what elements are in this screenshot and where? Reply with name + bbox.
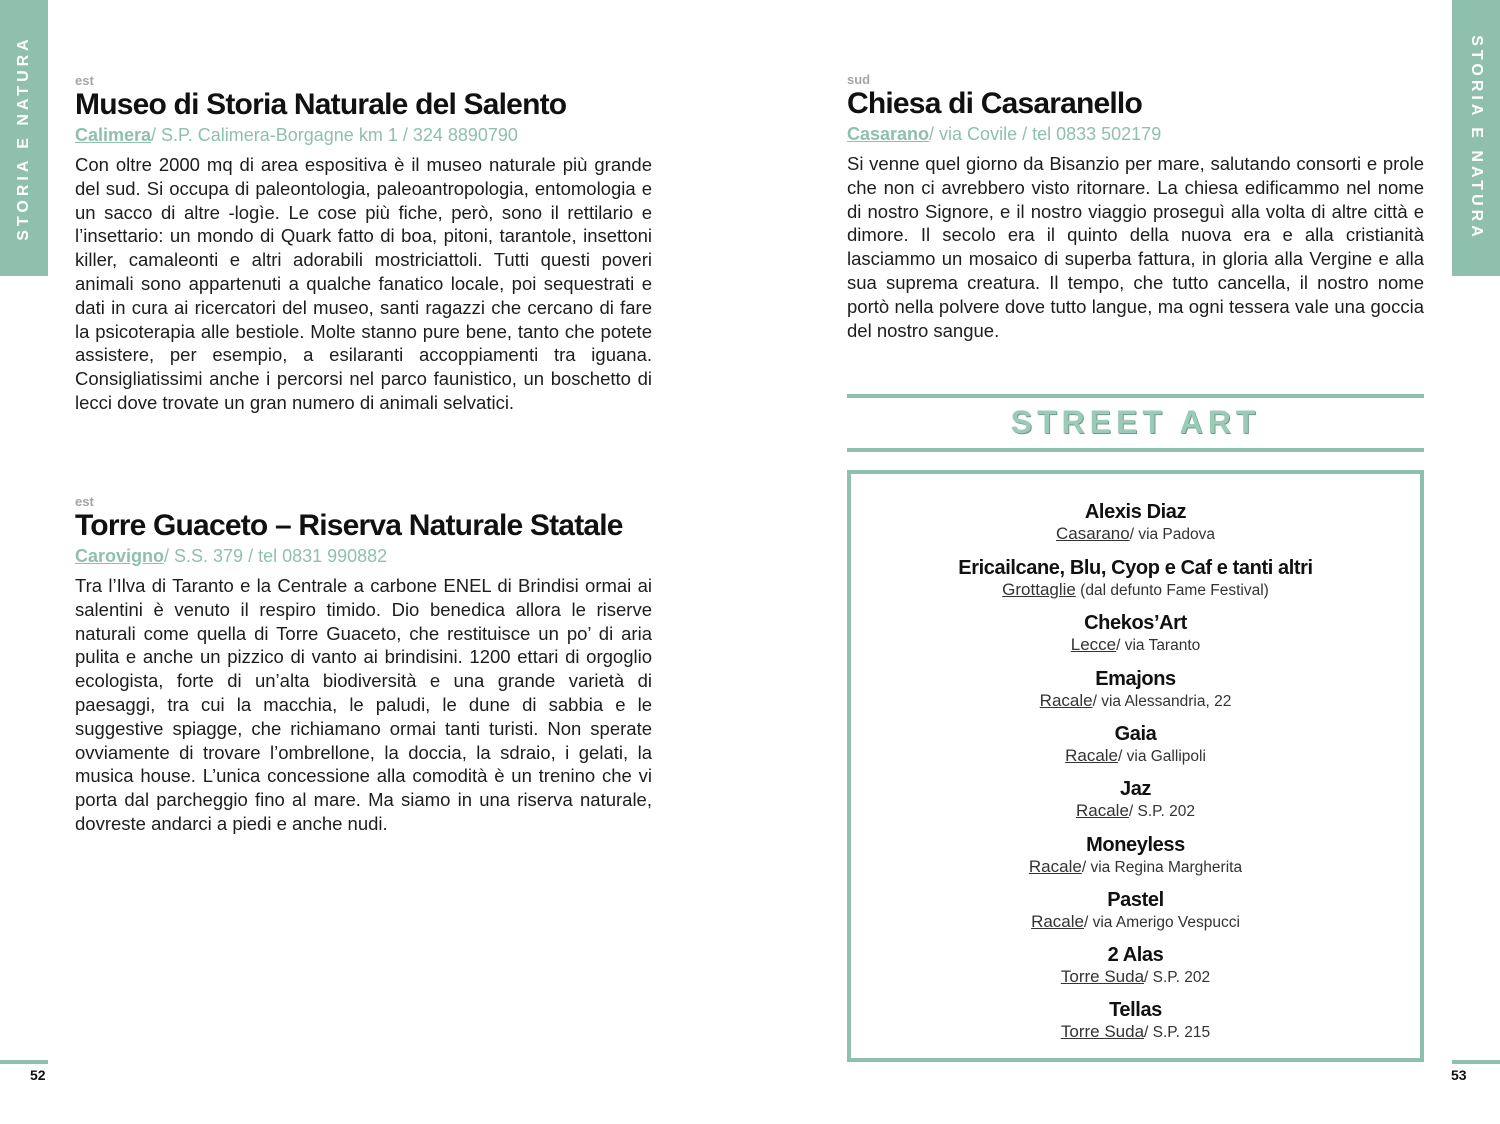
page-number-left: 52 — [30, 1067, 46, 1083]
artist-name: Ericailcane, Blu, Cyop e Caf e tanti altri — [958, 557, 1313, 579]
town-link[interactable]: Racale — [1076, 801, 1129, 820]
address-detail: / S.P. Calimera-Borgagne km 1 / 324 8890790 — [151, 125, 518, 145]
entry-body: Si venne quel giorno da Bisanzio per mare, salutando consorti e prole che non ci avrebbero visto ritornare. La chiesa edificammo nel nome di nostro Signore, e il nostro viaggio proseguì alla volta di altre città e dimore. Il secolo era il quinto della nuova era e alla cristianità lasciammo un mosaico di superba fattura, in gloria alla Vergine e alla sua suprema creatura. Il tempo, che tutto cancella, il nostro nome portò nella polvere dove tutto langue, ma ogni tessera vale una goccia del nostro sangue. — [847, 153, 1424, 341]
town-link[interactable]: Calimera — [75, 125, 152, 145]
entry-title: Torre Guaceto – Riserva Naturale Statale — [75, 509, 623, 542]
location-detail: / via Gallipoli — [1118, 748, 1206, 765]
town-link[interactable]: Grottaglie — [1002, 580, 1076, 599]
entry-museo — [75, 74, 652, 415]
town-link[interactable]: Racale — [1031, 912, 1084, 931]
address-detail: / via Covile / tel 0833 502179 — [929, 124, 1162, 144]
artist-name: Emajons — [1095, 668, 1176, 690]
location-detail: / via Padova — [1129, 526, 1216, 543]
artist-location — [851, 691, 1420, 711]
entry-address — [75, 123, 652, 147]
entry-casaranello — [847, 73, 1424, 342]
entry-torre-guaceto — [75, 495, 652, 836]
location-detail: / via Amerigo Vespucci — [1083, 914, 1240, 931]
location-detail: / via Alessandria, 22 — [1092, 693, 1232, 710]
artist-location — [851, 857, 1420, 877]
town-link[interactable]: Torre Suda — [1060, 967, 1145, 986]
town-link[interactable]: Torre Suda — [1060, 1022, 1145, 1041]
town-link[interactable]: Casarano — [1055, 524, 1130, 543]
artist-name: Chekos’Art — [1084, 612, 1187, 634]
section-tab-left — [0, 0, 48, 276]
section-tab-label: STORIA E NATURA — [15, 35, 32, 241]
entry-title: Chiesa di Casaranello — [847, 87, 1142, 120]
artist-item — [851, 888, 1420, 932]
artist-location — [851, 967, 1420, 987]
artist-name: Gaia — [1114, 723, 1157, 745]
street-art-heading: STREET ART — [1010, 404, 1261, 440]
street-art-rule-bottom — [847, 448, 1424, 452]
section-tab-right — [1452, 0, 1500, 276]
entry-address — [847, 122, 1424, 146]
artist-location — [851, 912, 1420, 932]
artist-name: Jaz — [1119, 778, 1152, 800]
artist-item — [851, 998, 1420, 1042]
entry-address — [75, 544, 652, 568]
artist-location — [851, 801, 1420, 821]
address-detail: / S.S. 379 / tel 0831 990882 — [164, 546, 388, 566]
artist-item — [851, 777, 1420, 821]
section-tab-label: STORIA E NATURA — [1468, 35, 1485, 241]
footer-rule-right — [1452, 1060, 1500, 1064]
region-label: est — [75, 73, 94, 88]
artist-name: Moneyless — [1086, 834, 1185, 856]
artist-name: Tellas — [1109, 999, 1162, 1021]
town-link[interactable]: Carovigno — [75, 546, 165, 566]
town-link[interactable]: Racale — [1028, 857, 1082, 876]
artist-name: Alexis Diaz — [1084, 501, 1187, 523]
artist-location — [851, 1022, 1420, 1042]
region-label: sud — [847, 72, 871, 87]
location-detail: / S.P. 202 — [1144, 969, 1211, 986]
location-detail: / S.P. 215 — [1144, 1024, 1211, 1041]
page-number-right: 53 — [1451, 1067, 1467, 1083]
artist-name: Pastel — [1107, 889, 1164, 911]
artist-item — [851, 667, 1420, 711]
town-link[interactable]: Racale — [1065, 746, 1119, 765]
town-link[interactable]: Racale — [1039, 691, 1093, 710]
artist-item — [851, 611, 1420, 655]
artist-location — [851, 580, 1420, 600]
artist-location — [851, 635, 1420, 655]
artist-item — [851, 500, 1420, 544]
artist-name: 2 Alas — [1107, 944, 1164, 966]
location-detail: / via Taranto — [1116, 637, 1201, 654]
entry-body: Con oltre 2000 mq di area espositiva è il museo naturale più grande del sud. Si occupa di paleontologia, paleoantropologia, entomologia e un sacco di altre -logìe. Le cose più fiche, però, sono il rettilario e l’insettario: un mondo di Quark fatto di boa, pitoni, tarantole, insettoni killer, camaleonti e altri adorabili mostriciattoli. Tutti questi poveri animali sono appartenuti a qualche fanatico locale, poi sequestrati e dati in cura ai ricercatori del museo, santi ragazzi che cercano di fare la psicoterapia alle bestiole. Molte stanno pure bene, tanto che potete assistere, per esempio, a esilaranti accoppiamenti tra iguana. Consigliatissimi anche i percorsi nel parco faunistico, un boschetto di lecci dove trovate un gran numero di animali selvatici. — [75, 154, 652, 413]
region-label: est — [75, 494, 94, 509]
entry-title: Museo di Storia Naturale del Salento — [75, 88, 567, 121]
location-detail: / S.P. 202 — [1128, 803, 1195, 820]
artist-item — [851, 833, 1420, 877]
artist-location — [851, 746, 1420, 766]
street-art-rule-top — [847, 394, 1424, 398]
location-detail: / via Regina Margherita — [1081, 859, 1243, 876]
entry-body: Tra l’Ilva di Taranto e la Centrale a carbone ENEL di Brindisi ormai ai salentini è venuto il respiro timido. Dio benedica allora le riserve naturali come quella di Torre Guaceto, che restituisce un po’ di aria pulita e anche un pizzico di vanto ai brindisini. 1200 ettari di orgoglio ecologista, forte di un’alta biodiversità e una grande varietà di paesaggi, tra cui la macchia, le paludi, le dune di sabbia e le suggestive spiagge, che richiamano ormai tanti turisti. Non sperate ovviamente di trovare l’ombrellone, la doccia, la sdraio, i gelati, la musica house. L’unica concessione alla comodità è un trenino che vi porta dal parcheggio fino al mare. Ma siamo in una riserva naturale, dovreste andarci a piedi e anche nudi. — [75, 575, 652, 834]
artist-location — [851, 524, 1420, 544]
location-detail: (dal defunto Fame Festival) — [1075, 582, 1269, 599]
town-link[interactable]: Casarano — [847, 124, 930, 144]
artist-item — [851, 556, 1420, 600]
footer-rule-left — [0, 1060, 48, 1064]
artist-item — [851, 943, 1420, 987]
street-art-list — [847, 470, 1424, 1062]
artist-item — [851, 722, 1420, 766]
town-link[interactable]: Lecce — [1070, 635, 1117, 654]
